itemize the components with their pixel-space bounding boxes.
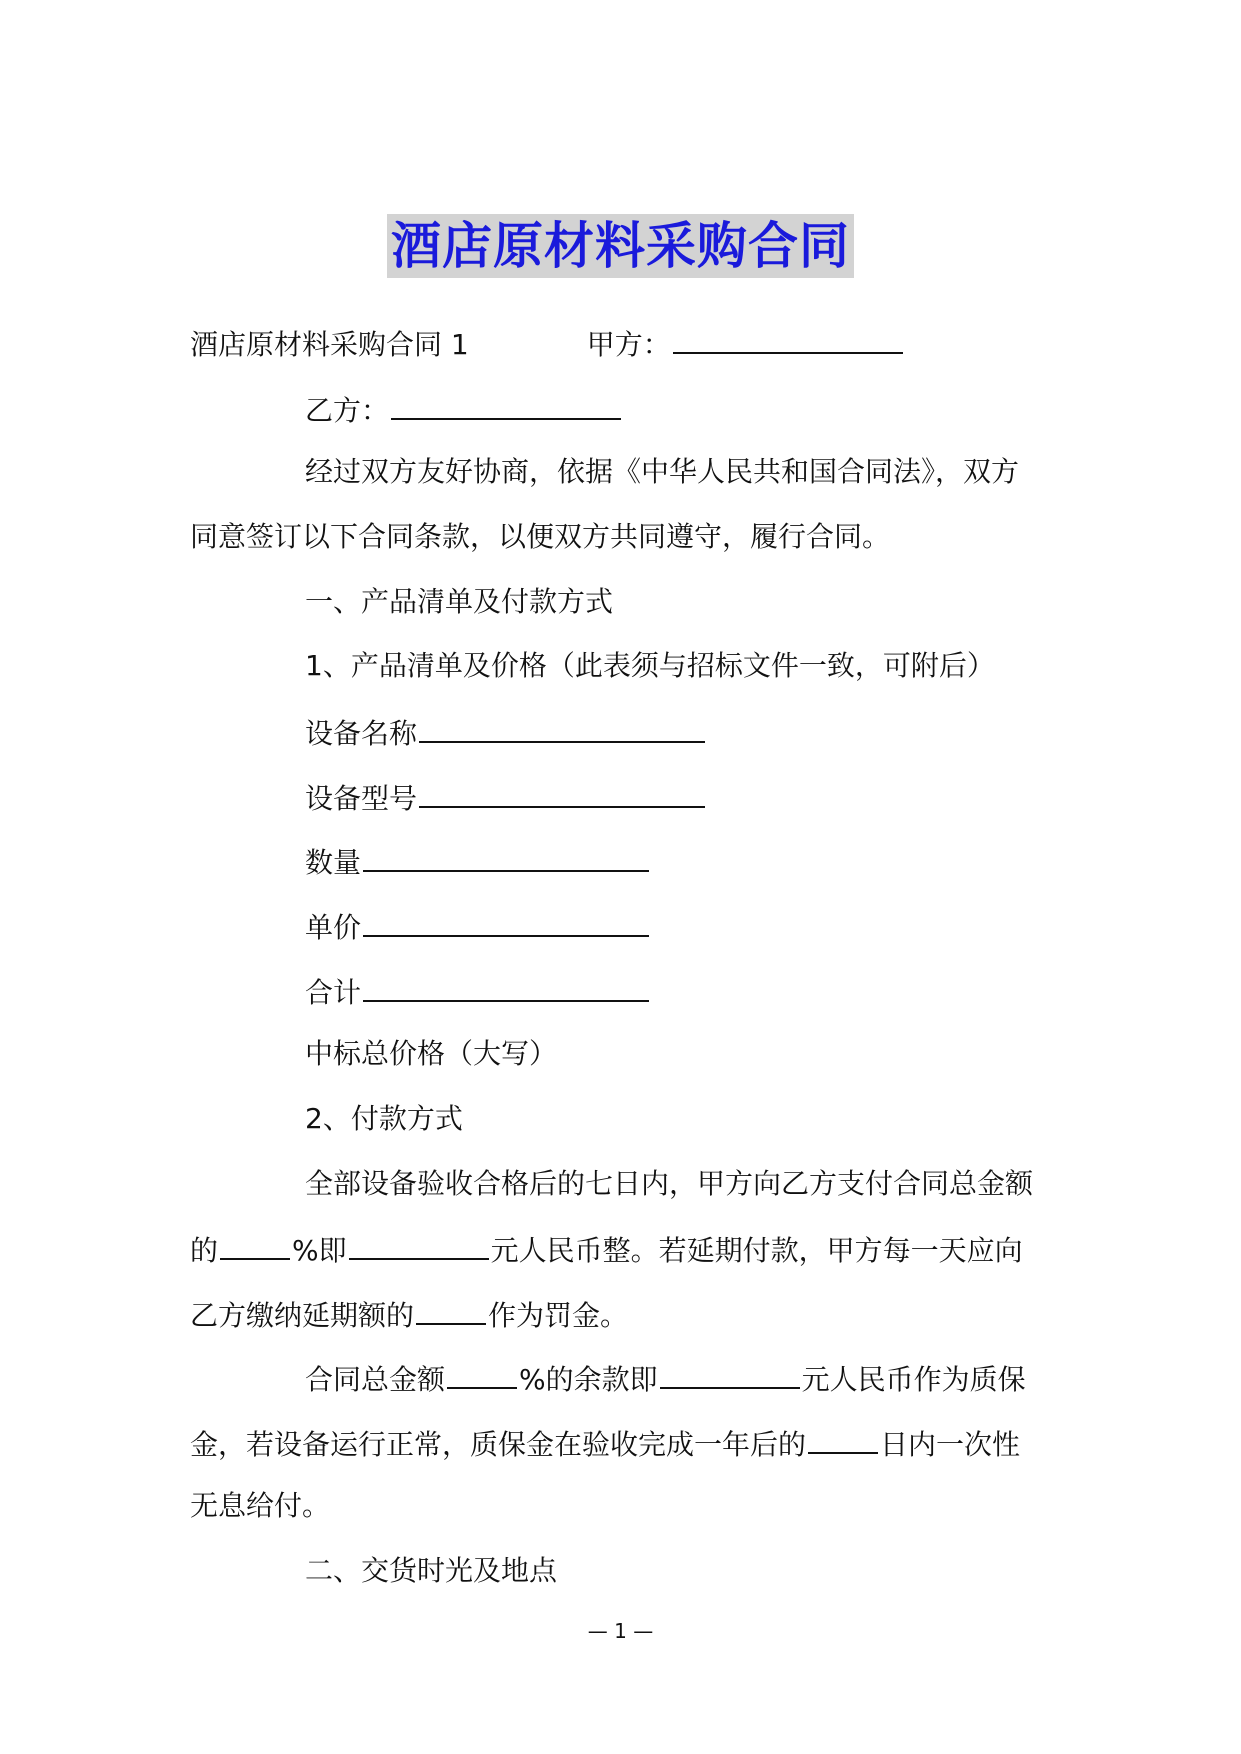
intro-line-2: 同意签订以下合同条款，以便双方共同遵守，履行合同。 [190, 520, 891, 553]
party-b-line [305, 388, 623, 431]
text-segment: 乙方缴纳延期额的 [190, 1299, 415, 1332]
field-label: 单价 [305, 911, 362, 944]
text-segment: %的余款即 [519, 1363, 658, 1396]
party-b-blank [391, 388, 621, 420]
document-label: 酒店原材料采购合同 1 [190, 328, 469, 361]
section-2-heading: 二、交货时光及地点 [305, 1554, 558, 1587]
page-number: — 1 — [587, 1619, 654, 1643]
field-label: 设备型号 [305, 782, 418, 815]
penalty-blank [416, 1293, 486, 1325]
title-container [0, 214, 1241, 278]
payment-p2-line-3: 无息给付。 [190, 1489, 331, 1522]
payment-p1-line-1: 全部设备验收合格后的七日内，甲方向乙方支付合同总金额 [305, 1167, 1034, 1200]
text-segment: 作为罚金。 [488, 1299, 629, 1332]
payment-p1-line-2 [190, 1228, 1023, 1271]
text-segment: 合同总金额 [305, 1363, 446, 1396]
percent-blank [220, 1228, 290, 1260]
item-2-heading: 2、付款方式 [305, 1102, 463, 1135]
party-b-label: 乙方： [305, 394, 390, 427]
text-segment: 的 [190, 1234, 219, 1267]
text-segment: 日内一次性 [880, 1428, 1021, 1461]
amount-blank [349, 1228, 489, 1260]
field-blank [363, 905, 649, 937]
field-blank [419, 776, 705, 808]
party-a-label: 甲方： [586, 328, 671, 361]
field-blank [419, 711, 705, 743]
field-equipment-name [305, 711, 707, 754]
party-a-blank [673, 322, 903, 354]
text-segment: %即 [292, 1234, 347, 1267]
section-1-heading: 一、产品清单及付款方式 [305, 585, 614, 618]
document-title: 酒店原材料采购合同 [387, 214, 854, 278]
payment-p2-line-2 [190, 1422, 1020, 1465]
field-blank [363, 970, 649, 1002]
field-label: 设备名称 [305, 717, 418, 750]
text-segment: 金，若设备运行正常，质保金在验收完成一年后的 [190, 1428, 807, 1461]
days-blank [808, 1422, 878, 1454]
payment-p1-line-3 [190, 1293, 628, 1336]
field-label: 合计 [305, 976, 362, 1009]
field-label: 数量 [305, 846, 362, 879]
field-blank [363, 840, 649, 872]
payment-p2-line-1 [305, 1357, 1026, 1400]
amount-blank [660, 1357, 800, 1389]
text-segment: 元人民币整。若延期付款，甲方每一天应向 [490, 1234, 1023, 1267]
item-1-heading: 1、产品清单及价格（此表须与招标文件一致，可附后） [305, 649, 995, 682]
text-segment: 元人民币作为质保 [801, 1363, 1026, 1396]
percent-blank [447, 1357, 517, 1389]
bid-total-label: 中标总价格（大写） [305, 1037, 558, 1070]
intro-line-1: 经过双方友好协商，依据《中华人民共和国合同法》，双方 [305, 455, 1020, 488]
field-quantity [305, 840, 651, 883]
field-equipment-model [305, 776, 707, 819]
field-unit-price [305, 905, 651, 948]
field-total [305, 970, 651, 1013]
header-line [190, 322, 905, 365]
